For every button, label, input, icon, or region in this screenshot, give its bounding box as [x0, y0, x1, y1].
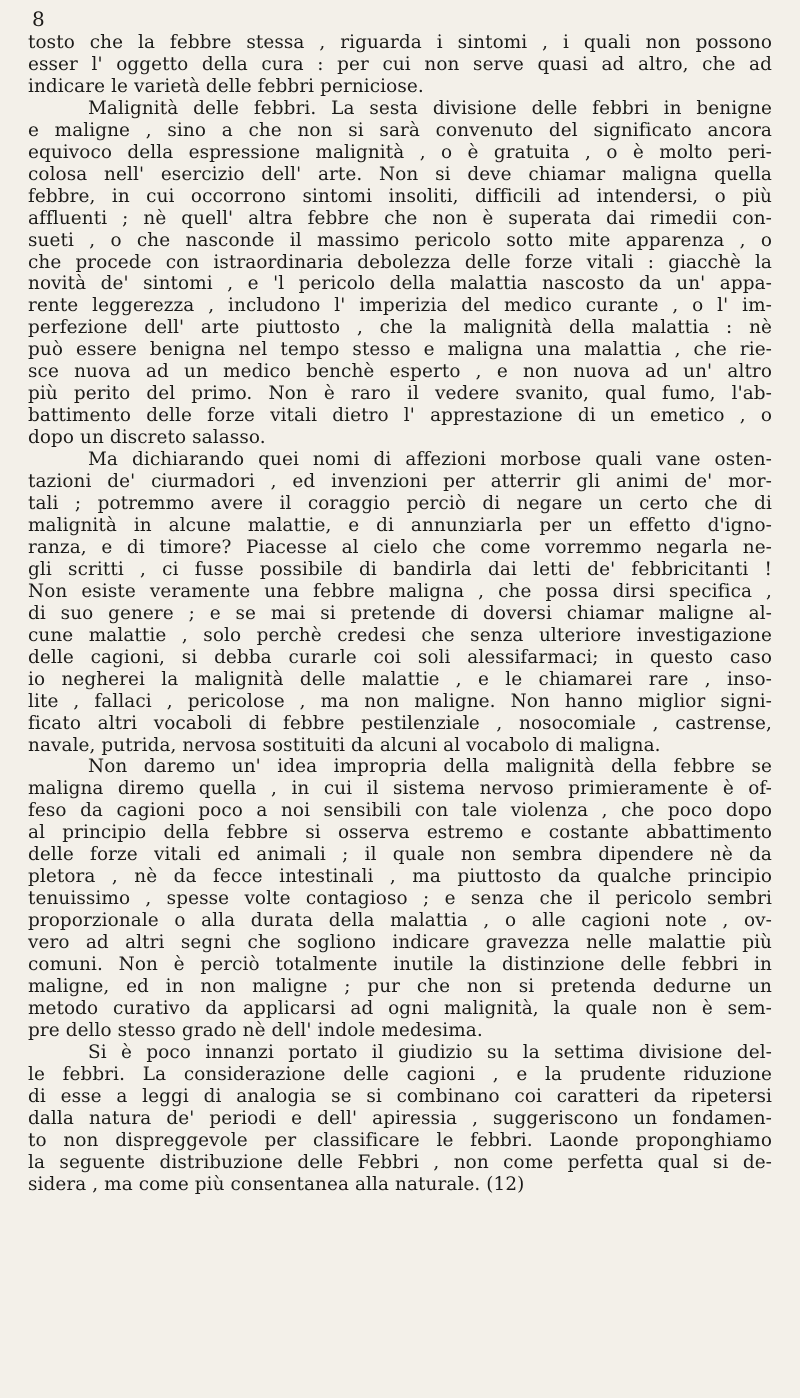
text-line: di suo genere ; e se mai si pretende di doversi chiamar maligne al-	[28, 602, 772, 624]
text-line: Ma dichiarando quei nomi di affezioni morbose quali vane osten-	[88, 449, 772, 471]
text-line: sidera , ma come più consentanea alla naturale. (12)	[28, 1173, 525, 1195]
paragraph	[28, 449, 772, 756]
text-line: dalla natura de' periodi e dell' apiressia , suggeriscono un fondamen-	[28, 1107, 772, 1129]
text-line: malignità in alcune malattie, e di annunziarla per un effetto d'igno-	[28, 514, 772, 536]
text-line: al principio della febbre si osserva estremo e costante abbattimento	[28, 822, 772, 844]
text-line: rente leggerezza , includono l' imperizia del medico curante , o l' im-	[28, 295, 772, 317]
text-line: esser l' oggetto della cura : per cui non serve quasi ad altro, che ad	[28, 53, 772, 75]
text-line: febbre, in cui occorrono sintomi insoliti, difficili ad intendersi, o più	[28, 185, 772, 207]
text-line: le febbri. La considerazione delle cagioni , e la prudente riduzione	[28, 1063, 772, 1085]
text-line: gli scritti , ci fusse possibile di bandirla dai letti de' febbricitanti !	[28, 558, 772, 580]
text-line: ranza, e di timore? Piacesse al cielo che come vorremmo negarla ne-	[28, 536, 772, 558]
text-line: indicare le varietà delle febbri perniciose.	[28, 75, 424, 97]
text-line: la seguente distribuzione delle Febbri , non come perfetta qual si de-	[28, 1151, 772, 1173]
text-line: pletora , nè da fecce intestinali , ma piuttosto da qualche principio	[28, 866, 772, 888]
text-line: lite , fallaci , pericolose , ma non maligne. Non hanno miglior signi-	[28, 690, 772, 712]
text-line: più perito del primo. Non è raro il vedere svanito, qual fumo, l'ab-	[28, 383, 772, 405]
text-line: to non dispreggevole per classificare le febbri. Laonde proponghiamo	[28, 1129, 772, 1151]
text-line: delle forze vitali ed animali ; il quale non sembra dipendere nè da	[28, 844, 772, 866]
text-line: tosto che la febbre stessa , riguarda i sintomi , i quali non possono	[28, 32, 772, 53]
text-line: battimento delle forze vitali dietro l' apprestazione di un emetico , o	[28, 405, 772, 427]
body-text	[28, 32, 772, 1196]
text-line: io negherei la malignità delle malattie , e le chiamarei rare , inso-	[28, 668, 772, 690]
text-line: equivoco della espressione malignità , o è gratuita , o è molto peri-	[28, 141, 772, 163]
paragraph	[28, 32, 772, 98]
text-line: maligne, ed in non maligne ; pur che non si pretenda dedurne un	[28, 975, 772, 997]
text-line: e maligne , sino a che non si sarà convenuto del significato ancora	[28, 119, 772, 141]
text-line: tali ; potremmo avere il coraggio perciò di negare un certo che di	[28, 493, 772, 515]
text-line: Non daremo un' idea impropria della malignità della febbre se	[88, 756, 772, 778]
paragraph	[28, 1042, 772, 1196]
text-line: perfezione dell' arte piuttosto , che la malignità della malattia : nè	[28, 317, 772, 339]
text-line: delle cagioni, si debba curarle coi soli alessifarmaci; in questo caso	[28, 646, 772, 668]
text-line: affluenti ; nè quell' altra febbre che non è superata dai rimedii con-	[28, 207, 772, 229]
text-line: sce nuova ad un medico benchè esperto , e non nuova ad un' altro	[28, 361, 772, 383]
text-line: novità de' sintomi , e 'l pericolo della malattia nascosto da un' appa-	[28, 273, 772, 295]
text-line: maligna diremo quella , in cui il sistema nervoso primieramente è of-	[28, 778, 772, 800]
page-number: 8	[32, 7, 46, 31]
text-line: metodo curativo da applicarsi ad ogni malignità, la quale non è sem-	[28, 997, 772, 1019]
text-line: cune malattie , solo perchè credesi che senza ulteriore investigazione	[28, 624, 772, 646]
text-line: proporzionale o alla durata della malattia , o alle cagioni note , ov-	[28, 910, 772, 932]
text-line: dopo un discreto salasso.	[28, 427, 266, 449]
text-line: Malignità delle febbri. La sesta divisione delle febbri in benigne	[88, 97, 772, 119]
text-line: che procede con istraordinaria debolezza delle forze vitali : giacchè la	[28, 251, 772, 273]
text-line: pre dello stesso grado nè dell' indole medesima.	[28, 1019, 483, 1041]
text-line: comuni. Non è perciò totalmente inutile la distinzione delle febbri in	[28, 954, 772, 976]
paragraph	[28, 98, 772, 449]
text-line: tazioni de' ciurmadori , ed invenzioni per atterrir gli animi de' mor-	[28, 471, 772, 493]
text-line: tenuissimo , spesse volte contagioso ; e senza che il pericolo sembri	[28, 888, 772, 910]
text-line: feso da cagioni poco a noi sensibili con tale violenza , che poco dopo	[28, 800, 772, 822]
text-line: può essere benigna nel tempo stesso e maligna una malattia , che rie-	[28, 339, 772, 361]
text-line: vero ad altri segni che sogliono indicare gravezza nelle malattie più	[28, 932, 772, 954]
text-line: di esse a leggi di analogia se si combinano coi caratteri da ripetersi	[28, 1085, 772, 1107]
text-line: navale, putrida, nervosa sostituiti da alcuni al vocabolo di maligna.	[28, 734, 661, 756]
text-line: ficato altri vocaboli di febbre pestilenziale , nosocomiale , castrense,	[28, 712, 772, 734]
text-line: colosa nell' esercizio dell' arte. Non si deve chiamar maligna quella	[28, 163, 772, 185]
text-line: Non esiste veramente una febbre maligna , che possa dirsi specifica ,	[28, 580, 772, 602]
paragraph	[28, 756, 772, 1041]
text-line: Si è poco innanzi portato il giudizio su la settima divisione del-	[88, 1041, 772, 1063]
text-line: sueti , o che nasconde il massimo pericolo sotto mite apparenza , o	[28, 229, 772, 251]
